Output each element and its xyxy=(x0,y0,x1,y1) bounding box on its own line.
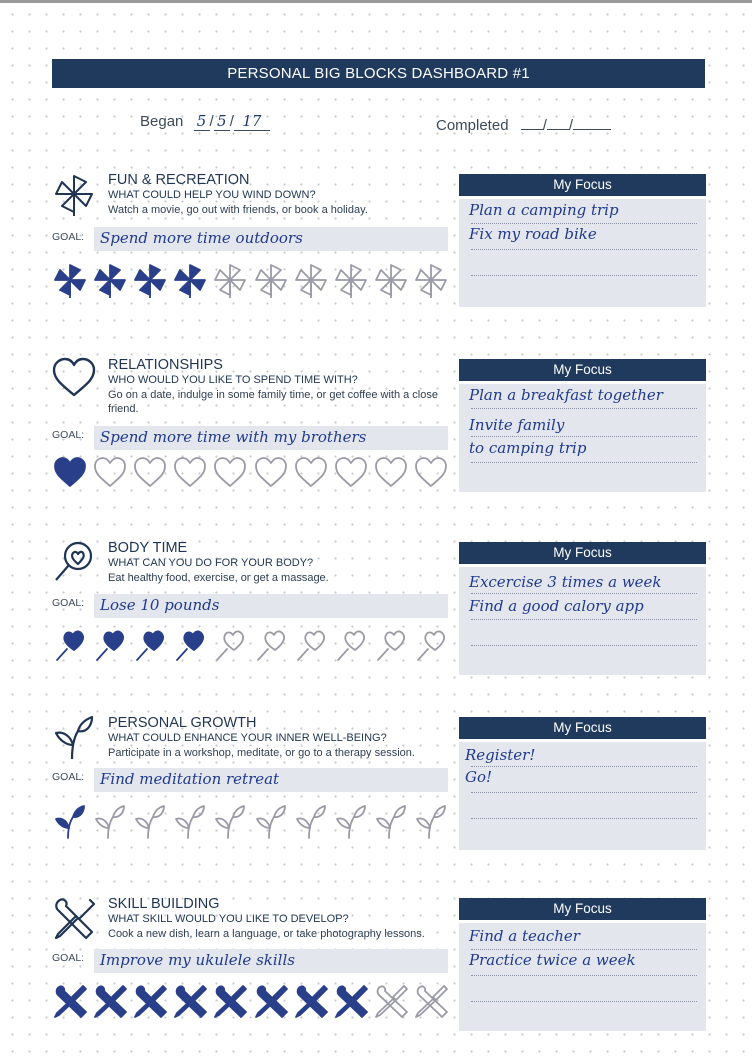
filled-tools-icon[interactable] xyxy=(172,983,208,1019)
focus-item: Excercise 3 times a week xyxy=(469,573,662,591)
goal-text: Improve my ukulele skills xyxy=(100,951,295,969)
focus-box[interactable] xyxy=(459,384,706,492)
focus-rule xyxy=(471,975,697,976)
progress-tracker xyxy=(52,983,452,1023)
focus-rule xyxy=(471,275,697,276)
empty-sprout-icon[interactable] xyxy=(212,803,248,839)
progress-tracker xyxy=(52,626,452,666)
goal-text: Spend more time outdoors xyxy=(100,229,303,247)
filled-tools-icon[interactable] xyxy=(132,983,168,1019)
focus-rule xyxy=(471,818,697,819)
completed-date xyxy=(436,113,611,134)
empty-pinwheel-icon[interactable] xyxy=(212,262,248,298)
empty-heart-icon[interactable] xyxy=(373,455,409,491)
empty-heart-icon[interactable] xyxy=(172,455,208,491)
filled-balloon-icon[interactable] xyxy=(92,626,128,662)
focus-box[interactable] xyxy=(459,923,706,1031)
goal-field[interactable] xyxy=(94,594,448,618)
section-description: Cook a new dish, learn a language, or take photography lessons. xyxy=(108,928,425,940)
focus-box[interactable] xyxy=(459,567,706,675)
began-year[interactable]: 17 xyxy=(234,114,270,131)
section-description: Go on a date, indulge in some family time, or get coffee with a close friend. xyxy=(108,389,438,415)
focus-box[interactable] xyxy=(459,742,706,850)
goal-label: GOAL: xyxy=(52,429,85,441)
filled-pinwheel-icon[interactable] xyxy=(92,262,128,298)
empty-balloon-icon[interactable] xyxy=(413,626,449,662)
filled-tools-icon[interactable] xyxy=(333,983,369,1019)
filled-pinwheel-icon[interactable] xyxy=(132,262,168,298)
empty-heart-icon[interactable] xyxy=(132,455,168,491)
empty-sprout-icon[interactable] xyxy=(293,803,329,839)
pinwheel-icon xyxy=(52,172,96,216)
page-title: PERSONAL BIG BLOCKS DASHBOARD #1 xyxy=(52,59,705,88)
section-description: Watch a movie, go out with friends, or book a holiday. xyxy=(108,204,368,216)
filled-tools-icon[interactable] xyxy=(212,983,248,1019)
goal-label: GOAL: xyxy=(52,231,85,243)
focus-rule xyxy=(471,949,697,950)
heart-icon xyxy=(52,357,96,401)
section-title: FUN & RECREATION xyxy=(108,172,250,188)
section-description: Participate in a workshop, meditate, or go to a therapy session. xyxy=(108,747,415,759)
goal-label: GOAL: xyxy=(52,952,85,964)
empty-balloon-icon[interactable] xyxy=(333,626,369,662)
progress-tracker xyxy=(52,803,452,843)
focus-box[interactable] xyxy=(459,199,706,307)
goal-field[interactable] xyxy=(94,768,448,792)
empty-pinwheel-icon[interactable] xyxy=(293,262,329,298)
empty-balloon-icon[interactable] xyxy=(212,626,248,662)
focus-rule xyxy=(471,619,697,620)
focus-rule xyxy=(471,462,697,463)
empty-sprout-icon[interactable] xyxy=(333,803,369,839)
goal-text: Find meditation retreat xyxy=(100,770,280,788)
empty-pinwheel-icon[interactable] xyxy=(413,262,449,298)
progress-tracker xyxy=(52,262,452,302)
filled-pinwheel-icon[interactable] xyxy=(172,262,208,298)
section-question: WHAT COULD ENHANCE YOUR INNER WELL-BEING? xyxy=(108,732,387,744)
filled-tools-icon[interactable] xyxy=(52,983,88,1019)
top-border xyxy=(0,0,752,3)
empty-sprout-icon[interactable] xyxy=(132,803,168,839)
focus-item: Practice twice a week xyxy=(469,951,636,969)
empty-sprout-icon[interactable] xyxy=(413,803,449,839)
goal-text: Lose 10 pounds xyxy=(100,596,220,614)
empty-pinwheel-icon[interactable] xyxy=(253,262,289,298)
empty-sprout-icon[interactable] xyxy=(373,803,409,839)
filled-balloon-icon[interactable] xyxy=(172,626,208,662)
focus-header: My Focus xyxy=(459,898,706,920)
section-title: BODY TIME xyxy=(108,540,188,556)
empty-heart-icon[interactable] xyxy=(413,455,449,491)
date-separator: / xyxy=(542,117,547,134)
goal-label: GOAL: xyxy=(52,771,85,783)
empty-tools-icon[interactable] xyxy=(373,983,409,1019)
empty-heart-icon[interactable] xyxy=(333,455,369,491)
focus-item: Invite family xyxy=(469,416,565,434)
section-title: RELATIONSHIPS xyxy=(108,357,223,373)
focus-rule xyxy=(471,223,697,224)
completed-label: Completed xyxy=(436,117,509,134)
focus-header: My Focus xyxy=(459,542,706,564)
focus-item: Plan a camping trip xyxy=(469,201,619,219)
focus-item: Register! xyxy=(465,746,536,764)
focus-rule xyxy=(471,1001,697,1002)
empty-tools-icon[interactable] xyxy=(413,983,449,1019)
empty-balloon-icon[interactable] xyxy=(293,626,329,662)
began-date xyxy=(140,113,270,131)
focus-rule xyxy=(471,436,697,437)
empty-pinwheel-icon[interactable] xyxy=(373,262,409,298)
focus-item: Find a good calory app xyxy=(469,597,644,615)
filled-tools-icon[interactable] xyxy=(253,983,289,1019)
completed-year[interactable] xyxy=(573,113,611,130)
focus-item: Plan a breakfast together xyxy=(469,386,663,404)
section-description: Eat healthy food, exercise, or get a massage. xyxy=(108,572,329,584)
focus-rule xyxy=(471,766,697,767)
section-title: PERSONAL GROWTH xyxy=(108,715,257,731)
filled-heart-icon[interactable] xyxy=(52,455,88,491)
filled-tools-icon[interactable] xyxy=(293,983,329,1019)
section-question: WHAT CAN YOU DO FOR YOUR BODY? xyxy=(108,557,314,569)
section-title: SKILL BUILDING xyxy=(108,896,220,912)
empty-balloon-icon[interactable] xyxy=(373,626,409,662)
focus-item: Go! xyxy=(465,768,493,786)
focus-header: My Focus xyxy=(459,359,706,381)
date-separator: / xyxy=(229,113,234,130)
focus-rule xyxy=(471,249,697,250)
focus-item: to camping trip xyxy=(469,439,587,457)
empty-heart-icon[interactable] xyxy=(253,455,289,491)
began-label: Began xyxy=(140,113,184,130)
empty-sprout-icon[interactable] xyxy=(172,803,208,839)
tools-icon xyxy=(52,896,96,940)
began-day[interactable]: 5 xyxy=(214,114,230,131)
empty-balloon-icon[interactable] xyxy=(253,626,289,662)
focus-rule xyxy=(471,408,697,409)
focus-header: My Focus xyxy=(459,717,706,739)
goal-field[interactable] xyxy=(94,227,448,251)
empty-sprout-icon[interactable] xyxy=(253,803,289,839)
focus-rule xyxy=(471,593,697,594)
goal-label: GOAL: xyxy=(52,597,85,609)
empty-pinwheel-icon[interactable] xyxy=(333,262,369,298)
focus-rule xyxy=(471,645,697,646)
empty-sprout-icon[interactable] xyxy=(92,803,128,839)
filled-balloon-icon[interactable] xyxy=(52,626,88,662)
sprout-icon xyxy=(52,715,96,759)
filled-pinwheel-icon[interactable] xyxy=(52,262,88,298)
date-separator: / xyxy=(209,113,214,130)
section-question: WHAT COULD HELP YOU WIND DOWN? xyxy=(108,189,316,201)
section-question: WHAT SKILL WOULD YOU LIKE TO DEVELOP? xyxy=(108,913,349,925)
goal-field[interactable] xyxy=(94,426,448,450)
filled-balloon-icon[interactable] xyxy=(132,626,168,662)
focus-header: My Focus xyxy=(459,174,706,196)
filled-tools-icon[interactable] xyxy=(92,983,128,1019)
focus-item: Fix my road bike xyxy=(469,225,597,243)
goal-text: Spend more time with my brothers xyxy=(100,428,367,446)
focus-rule xyxy=(471,792,697,793)
empty-heart-icon[interactable] xyxy=(293,455,329,491)
empty-heart-icon[interactable] xyxy=(92,455,128,491)
date-separator: / xyxy=(568,117,574,134)
focus-item: Find a teacher xyxy=(469,927,580,945)
completed-month[interactable] xyxy=(521,113,543,130)
began-month[interactable]: 5 xyxy=(194,114,210,131)
section-question: WHO WOULD YOU LIKE TO SPEND TIME WITH? xyxy=(108,374,358,386)
goal-field[interactable] xyxy=(94,949,448,973)
heart-balloon-icon xyxy=(52,540,96,584)
empty-heart-icon[interactable] xyxy=(212,455,248,491)
progress-tracker xyxy=(52,455,452,495)
completed-day[interactable] xyxy=(547,113,569,130)
filled-sprout-icon[interactable] xyxy=(52,803,88,839)
